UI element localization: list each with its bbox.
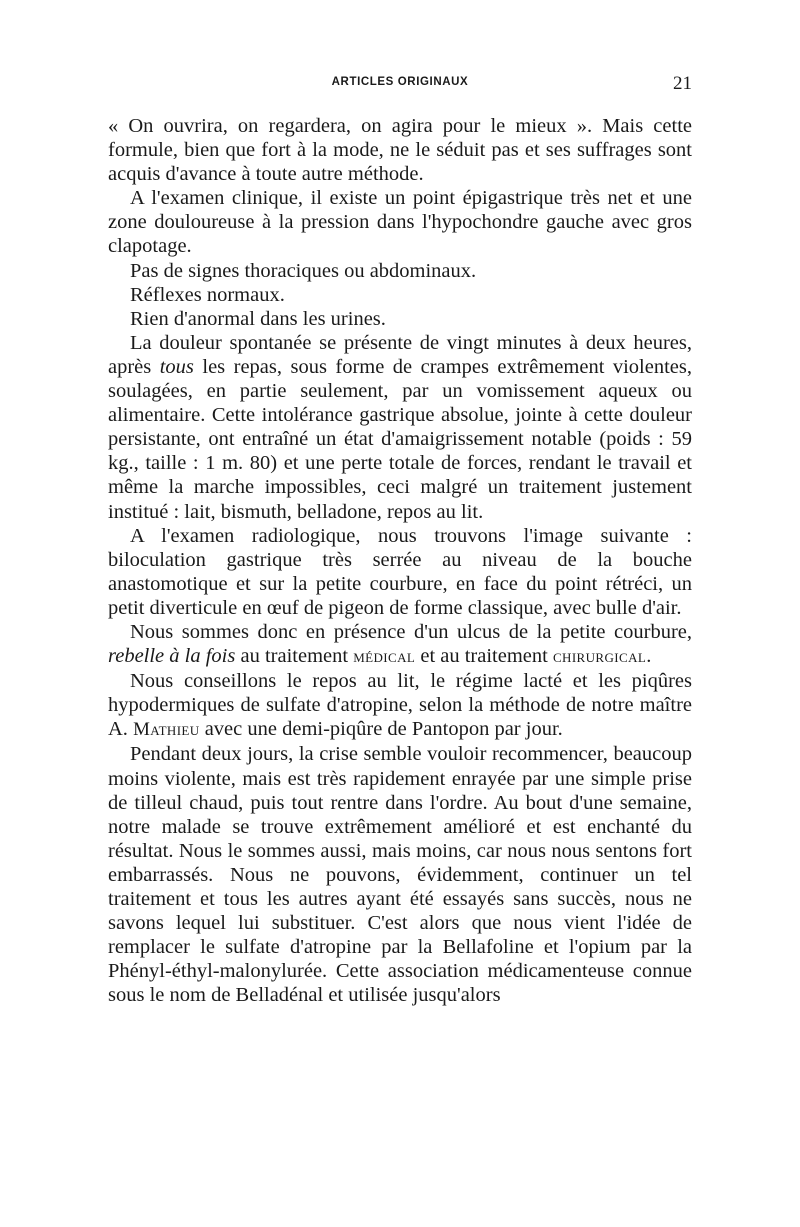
page-header xyxy=(108,73,692,98)
paragraph: Nous sommes donc en présence d'un ulcus de la petite courbure, rebelle à la fois au traitement médical et au traitement chirurgical. xyxy=(108,620,692,668)
paragraph: A l'examen radiologique, nous trouvons l'image suivante : biloculation gastrique très serrée au niveau de la bouche anastomotique et sur la petite courbure, en face du point rétréci, un petit diverticule en œuf de pigeon de forme classique, avec bulle d'air. xyxy=(108,524,692,619)
small-caps-term: médical xyxy=(353,646,416,668)
running-title: ARTICLES ORIGINAUX xyxy=(331,76,469,88)
small-caps-term: chirurgical xyxy=(552,646,647,668)
paragraph: Réflexes normaux. xyxy=(130,283,285,306)
paragraph: « On ouvrira, on regardera, on agira pour le mieux ». Mais cette formule, bien que fort à la mode, ne le séduit pas et ses suffrages sont acquis d'avance à toute autre méthode. xyxy=(108,115,692,186)
paragraph: A l'examen clinique, il existe un point épigastrique très net et une zone douloureuse à la pression dans l'hypochondre gauche avec gros clapotage. xyxy=(108,187,692,258)
paragraph: Rien d'anormal dans les urines. xyxy=(130,307,386,330)
article-body xyxy=(108,114,692,1007)
emphasis: rebelle à la fois xyxy=(108,645,236,668)
paragraph: Pendant deux jours, la crise semble vouloir recommencer, beaucoup moins violente, mais est très rapidement enrayée par une simple prise de tilleul chaud, puis tout rentre dans l'ordre. Au bout d'une semaine, notre malade se trouve extrêmement amélioré et est enchanté du résultat. Nous le sommes aussi, mais moins, car nous nous sentons fort embarrassés. Nous ne pouvons, évidemment, continuer un tel traitement et tous les autres ayant été essayés sans succès, nous ne savons lequel lui substituer. C'est alors que nous vient l'idée de remplacer le sulfate d'atropine par la Bellafoline et l'opium par la Phényl-éthyl-malonylurée. Cette association médicamenteuse connue sous le nom de Belladénal et utilisée jusqu'alors xyxy=(108,743,692,1007)
author-name: Mathieu xyxy=(133,719,200,741)
page-number: 21 xyxy=(673,73,692,94)
emphasis: tous xyxy=(159,355,194,378)
paragraph: La douleur spontanée se présente de vingt minutes à deux heures, après tous les repas, sous forme de crampes extrêmement violentes, soulagées, en partie seulement, par un vomissement aqueux ou alimentaire. Cette intolérance gastrique absolue, jointe à cette douleur persistante, ont entraîné un état d'amaigrissement notable (poids : 59 kg., taille : 1 m. 80) et une perte totale de forces, rendant le travail et même la marche impossibles, ceci malgré un traitement justement institué : lait, bismuth, belladone, repos au lit. xyxy=(108,331,692,523)
paragraph: Pas de signes thoraciques ou abdominaux. xyxy=(130,259,477,282)
paragraph: Nous conseillons le repos au lit, le régime lacté et les piqûres hypodermiques de sulfate d'atropine, selon la méthode de notre maître A. Mathieu avec une demi-piqûre de Pantopon par jour. xyxy=(108,670,692,741)
